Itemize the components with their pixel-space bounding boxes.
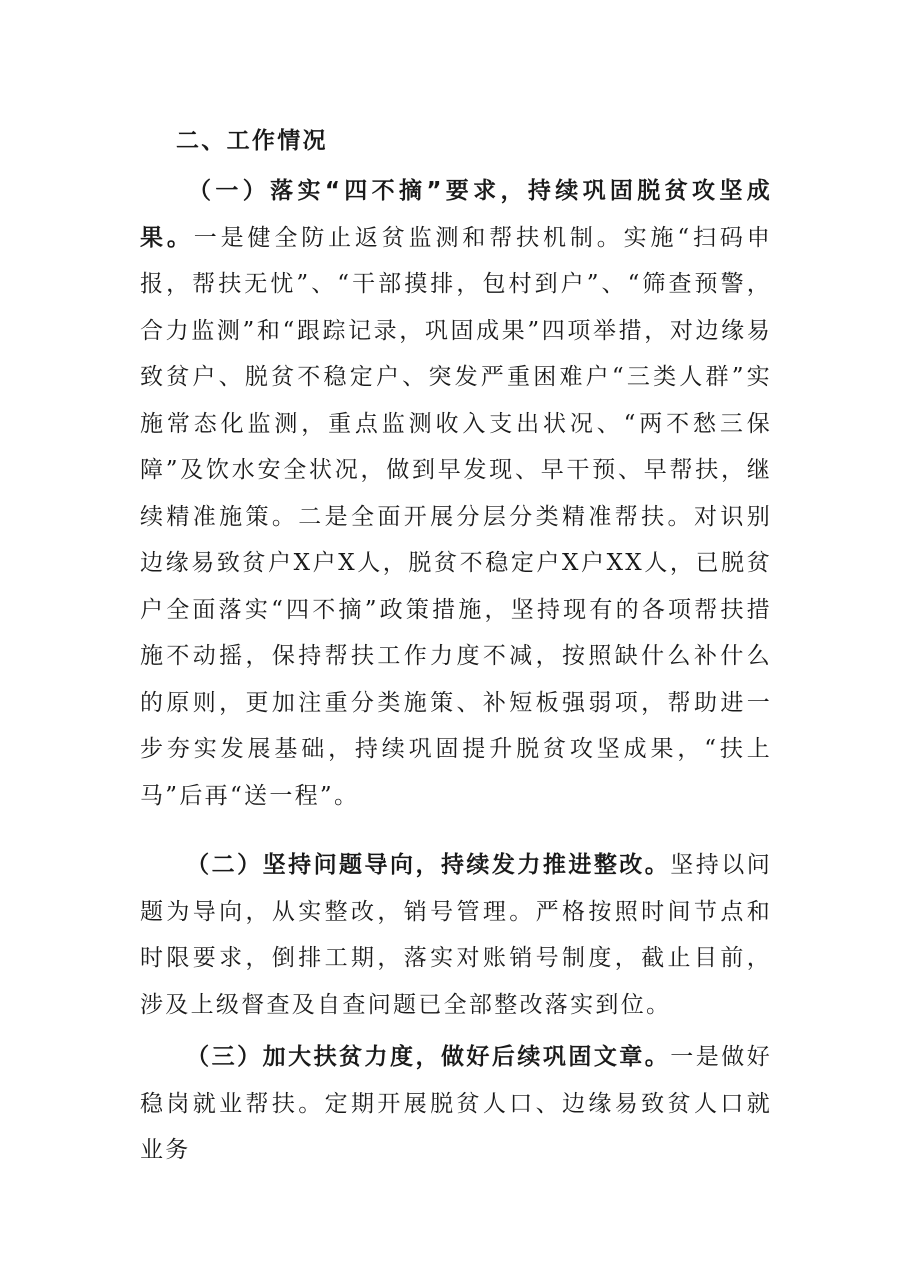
paragraph-1 <box>140 168 772 819</box>
paragraph-3-body: 一是做好稳岗就业帮扶。定期开展脱贫人口、边缘易致贫人口就业务 <box>140 1044 772 1163</box>
paragraph-1-lead: （一）落实“四不摘”要求，持续巩固脱贫攻坚成果。 <box>140 178 772 251</box>
section-heading: 二、工作情况 <box>176 128 328 154</box>
paragraph-2 <box>140 842 772 1028</box>
paragraph-1-body: 一是健全防止返贫监测和帮扶机制。实施“扫码申报，帮扶无忧”、“干部摸排，包村到户”、“筛查预警，合力监测”和“跟踪记录，巩固成果”四项举措，对边缘易致贫户、脱贫不稳定户、突发严重困难户“三类人群”实施常态化监测，重点监测收入支出状况、“两不愁三保障”及饮水安全状况，做到早发现、早干预、早帮扶，继续精准施策。二是全面开展分层分类精准帮扶。对识别边缘易致贫户X户X人，脱贫不稳定户X户XX人，已脱贫户全面落实“四不摘”政策措施，坚持现有的各项帮扶措施不动摇，保持帮扶工作力度不减，按照缺什么补什么的原则，更加注重分类施策、补短板强弱项，帮助进一步夯实发展基础，持续巩固提升脱贫攻坚成果，“扶上马”后再“送一程”。 <box>140 224 772 809</box>
paragraph-2-body: 坚持以问题为导向，从实整改，销号管理。严格按照时间节点和时限要求，倒排工期，落实对账销号制度，截止目前，涉及上级督查及自查问题已全部整改落实到位。 <box>140 852 772 1018</box>
paragraph-3 <box>140 1034 772 1174</box>
paragraph-3-lead: （三）加大扶贫力度，做好后续巩固文章。 <box>186 1044 671 1070</box>
paragraph-2-lead: （二）坚持问题导向，持续发力推进整改。 <box>186 852 671 878</box>
